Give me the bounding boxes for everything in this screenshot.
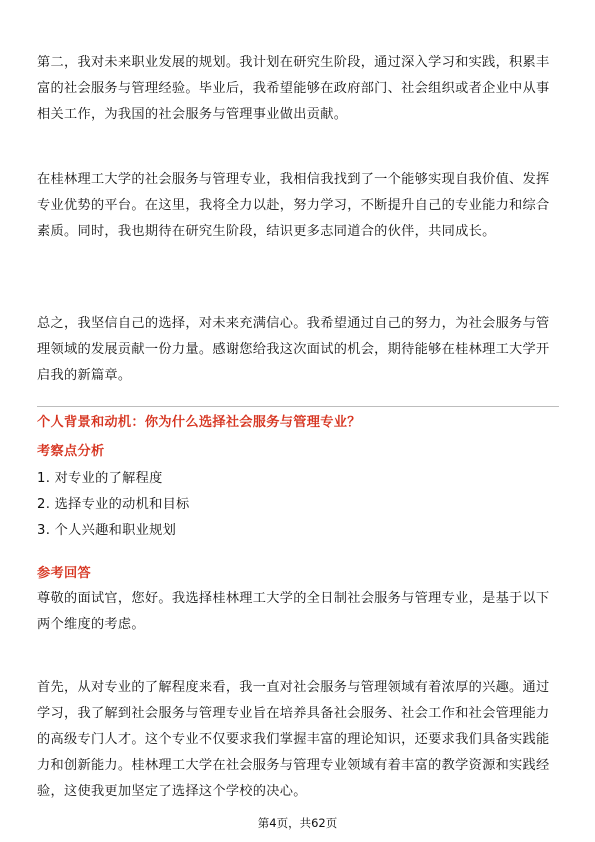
analysis-list	[37, 466, 559, 544]
answer-heading: 参考回答	[37, 566, 91, 581]
analysis-heading: 考察点分析	[37, 444, 105, 459]
answer-paragraph-first: 首先，从对专业的了解程度来看，我一直对社会服务与管理领域有着浓厚的兴趣。通过学习，我了解到社会服务与管理专业旨在培养具备社会服务、社会工作和社会管理能力的高级专门人才。这个专业不仅要求我们掌握丰富的理论知识，还要求我们具备实践能力和创新能力。桂林理工大学在社会服务与管理专业领域有着丰富的教学资源和实践经验，这使我更加坚定了选择这个学校的决心。	[37, 680, 550, 799]
paragraph-platform: 在桂林理工大学的社会服务与管理专业，我相信我找到了一个能够实现自我价值、发挥专业优势的平台。在这里，我将全力以赴，努力学习，不断提升自己的专业能力和综合素质。同时，我也期待在研究生阶段，结识更多志同道合的伙伴，共同成长。	[37, 172, 550, 239]
list-item: 3. 个人兴趣和职业规划	[37, 523, 177, 538]
list-item: 2. 选择专业的动机和目标	[37, 497, 190, 512]
question-title: 个人背景和动机：你为什么选择社会服务与管理专业？	[37, 415, 361, 430]
answer-paragraph-intro: 尊敬的面试官，您好。我选择桂林理工大学的全日制社会服务与管理专业，是基于以下两个维度的考虑。	[37, 591, 550, 632]
page-number-footer: 第4页，共62页	[257, 816, 338, 830]
section-divider	[37, 406, 559, 407]
paragraph-conclusion: 总之，我坚信自己的选择，对未来充满信心。我希望通过自己的努力，为社会服务与管理领域的发展贡献一份力量。感谢您给我这次面试的机会，期待能够在桂林理工大学开启我的新篇章。	[37, 316, 550, 383]
list-item: 1. 对专业的了解程度	[37, 471, 163, 486]
paragraph-career-plan: 第二，我对未来职业发展的规划。我计划在研究生阶段，通过深入学习和实践，积累丰富的社会服务与管理经验。毕业后，我希望能够在政府部门、社会组织或者企业中从事相关工作，为我国的社会服务与管理事业做出贡献。	[37, 55, 550, 122]
